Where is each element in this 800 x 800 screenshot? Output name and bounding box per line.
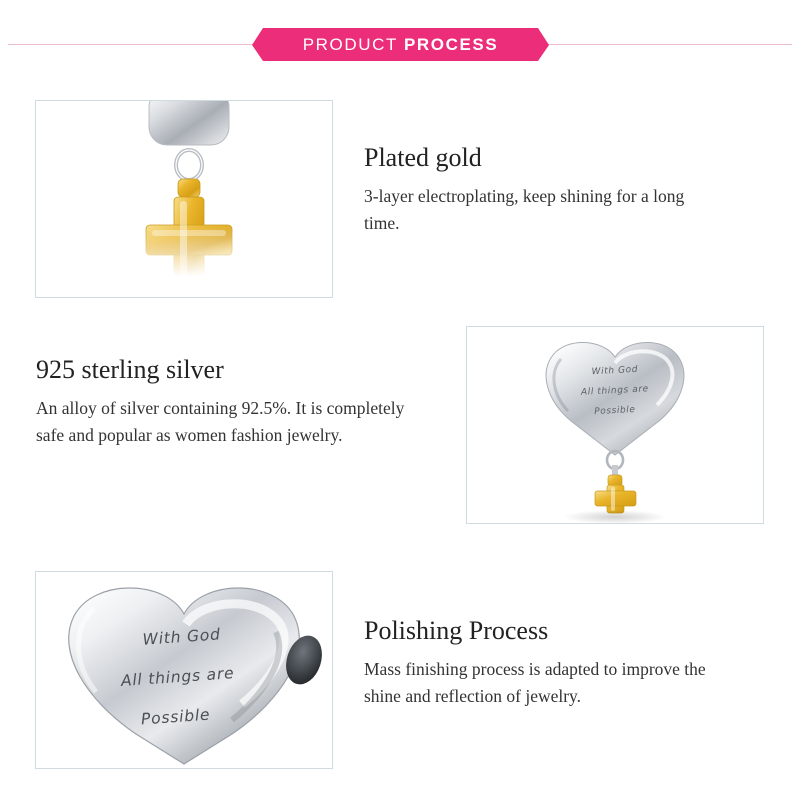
section-text-sterling-silver (36, 356, 416, 449)
polished-heart-bead-illustration (36, 572, 332, 768)
page-title-thin: PRODUCT (302, 34, 404, 54)
svg-text:All things are: All things are (120, 664, 235, 690)
page-title (303, 35, 499, 55)
svg-text:Possible: Possible (140, 705, 211, 729)
svg-text:With God: With God (591, 364, 639, 378)
section-heading-polishing-process: Polishing Process (364, 616, 549, 645)
section-body-sterling-silver: An alloy of silver containing 92.5%. It is completely safe and popular as women fashion jewelry. (36, 397, 405, 445)
section-image-plated-gold (35, 100, 333, 298)
section-heading-plated-gold: Plated gold (364, 143, 482, 172)
heart-charm-with-gold-cross-illustration (467, 327, 763, 523)
section-body-plated-gold: 3-layer electroplating, keep shining for a long time. (364, 185, 685, 233)
section-image-polishing-process (35, 571, 333, 769)
page-title-bold: PROCESS (403, 34, 499, 54)
svg-text:All things are: All things are (580, 384, 650, 398)
svg-text:With God: With God (142, 625, 222, 649)
section-image-sterling-silver (466, 326, 764, 524)
section-body-polishing-process: Mass finishing process is adapted to improve the shine and reflection of jewelry. (364, 658, 706, 706)
section-text-polishing-process (364, 617, 734, 710)
page-header (0, 28, 800, 62)
section-text-plated-gold (364, 144, 724, 237)
gold-cross-charm-illustration (36, 101, 332, 297)
svg-text:Possible: Possible (593, 404, 636, 418)
header-banner (263, 28, 538, 61)
section-heading-sterling-silver: 925 sterling silver (36, 355, 224, 384)
